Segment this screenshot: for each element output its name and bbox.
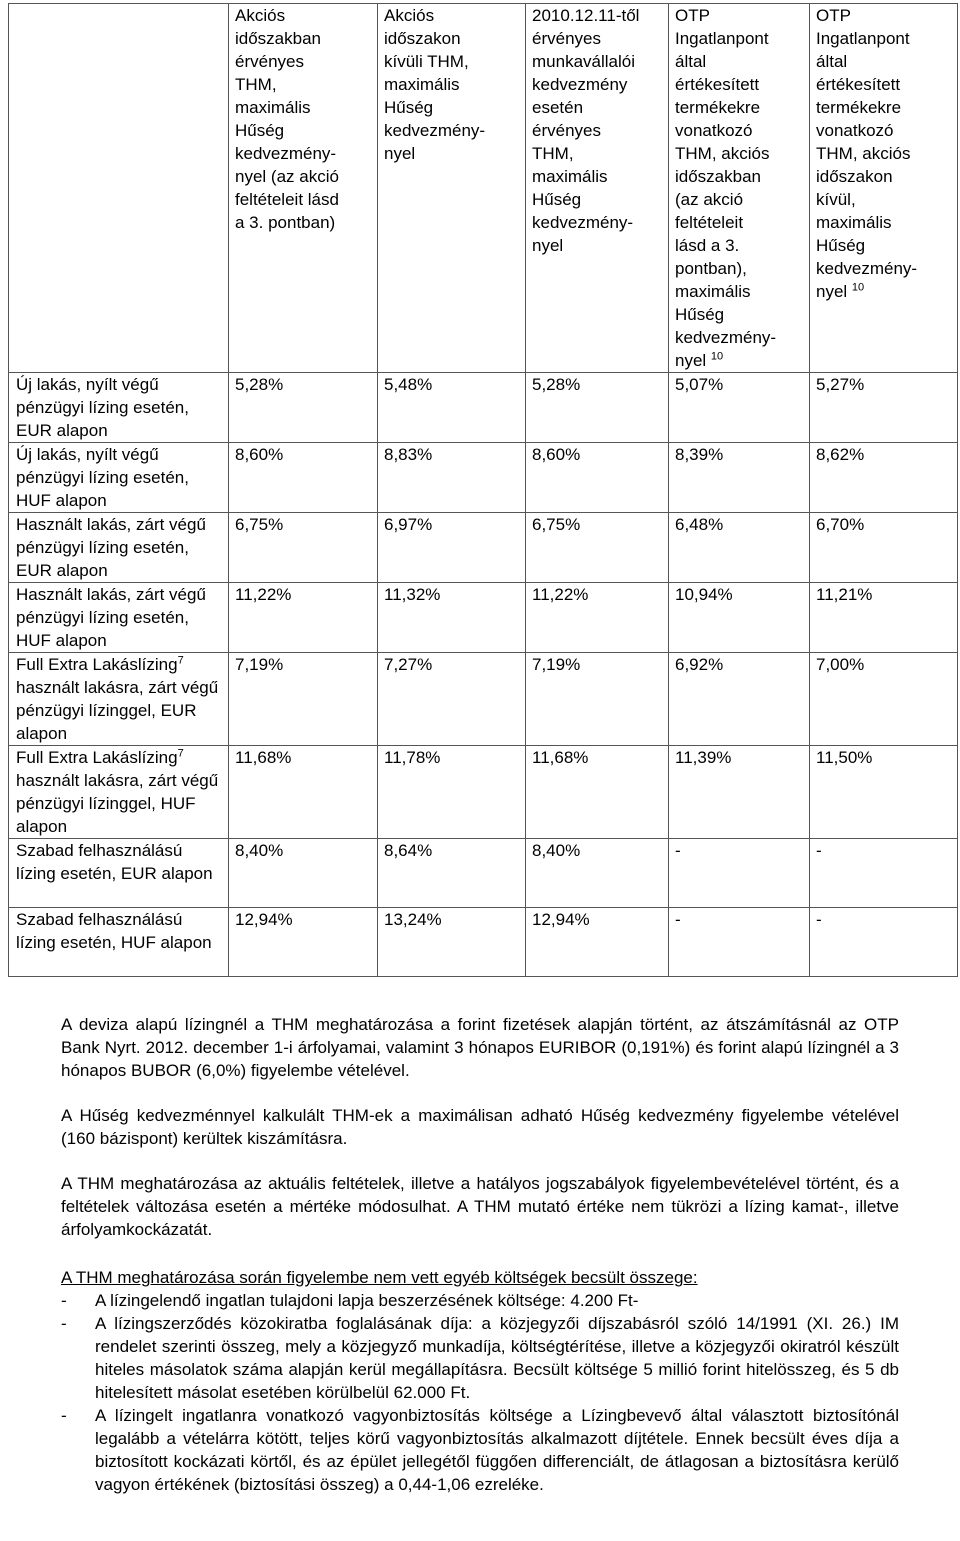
row-label: Használt lakás, zárt végű pénzügyi lízing esetén, EUR alapon <box>9 513 229 583</box>
value-cell: 8,60% <box>229 443 378 513</box>
header-cell <box>229 4 378 373</box>
list-item <box>61 1404 899 1496</box>
row-label <box>9 653 229 746</box>
table-row <box>9 746 958 839</box>
costs-section <box>61 1266 899 1496</box>
value-cell: 11,21% <box>810 583 958 653</box>
row-label <box>9 746 229 839</box>
note-paragraph <box>61 1013 899 1082</box>
row-label: Szabad felhasználású lízing esetén, HUF alapon <box>9 908 229 977</box>
table-row <box>9 513 958 583</box>
header-text: Akciós időszakon kívüli THM, maximális Hűség kedvezmény- nyel <box>384 6 486 163</box>
list-dash: - <box>61 1314 67 1333</box>
value-cell: 7,00% <box>810 653 958 746</box>
value-cell: 8,83% <box>378 443 526 513</box>
list-item <box>61 1312 899 1404</box>
row-label-text: Full Extra Lakáslízing <box>16 748 178 767</box>
list-dash: - <box>61 1406 67 1425</box>
value-cell: 5,07% <box>669 373 810 443</box>
table-row <box>9 908 958 977</box>
note-paragraph <box>61 1104 899 1150</box>
list-item <box>61 1289 899 1312</box>
header-row <box>9 4 958 373</box>
table-row <box>9 443 958 513</box>
list-item-text: A lízingszerződés közokiratba foglalásának díja: a közjegyzői díjszabásról szóló 14/1991 (XI. 26.) IM rendelet szerinti összeg, mely a közjegyző munkadíja, költségtérítése, illetve a közjegyzői okiratról készült hiteles másolatok száma alapján kerül megállapításra. Becsült költsége 5 millió forint hitelösszeg, és 5 db hitelesített másolat esetében körülbelül 62.000 Ft. <box>95 1314 899 1402</box>
header-text: OTP Ingatlanpont által értékesített termékekre vonatkozó THM, akciós időszakban (az akció feltételeit lásd a 3. pontban), maximális Hűség kedvezmény- nyel <box>675 6 777 370</box>
value-cell: 6,75% <box>526 513 669 583</box>
value-cell: - <box>669 839 810 908</box>
note-paragraph <box>61 1172 899 1241</box>
costs-heading: A THM meghatározása során figyelembe nem vett egyéb költségek becsült összege: <box>61 1268 698 1287</box>
value-cell: 6,92% <box>669 653 810 746</box>
value-cell: 8,64% <box>378 839 526 908</box>
row-label: Új lakás, nyílt végű pénzügyi lízing esetén, HUF alapon <box>9 443 229 513</box>
table-row <box>9 583 958 653</box>
list-dash: - <box>61 1291 67 1310</box>
header-text: 2010.12.11-től érvényes munkavállalói kedvezmény esetén érvényes THM, maximális Hűség kedvezmény- nyel <box>532 6 640 255</box>
value-cell: 6,48% <box>669 513 810 583</box>
list-item-text: A lízingelt ingatlanra vonatkozó vagyonbiztosítás költsége a Lízingbevevő által választott biztosítónál legalább a vételárra kötött, teljes körű vagyonbiztosítás alkalmazott díjtétele. Ennek becsült éves díja a biztosított kockázati körtől, és az épület jellegétől függően differenciált, de átlagosan a biztosításra kerülő vagyon értékének (biztosítási összeg) a 0,44-1,06 ezreléke. <box>95 1406 899 1494</box>
value-cell: 8,40% <box>229 839 378 908</box>
note-text: A THM meghatározása az aktuális feltételek, illetve a hatályos jogszabályok figyelembevételével történt, és a feltételek változása esetén a mértéke módosulhat. A THM mutató értéke nem tükrözi a lízing kamat-, illetve árfolyamkockázatát. <box>61 1174 899 1239</box>
value-cell: 6,75% <box>229 513 378 583</box>
row-label-text: Full Extra Lakáslízing <box>16 655 178 674</box>
row-label: Használt lakás, zárt végű pénzügyi lízing esetén, HUF alapon <box>9 583 229 653</box>
costs-list <box>61 1289 899 1496</box>
value-cell: - <box>669 908 810 977</box>
value-cell: 11,39% <box>669 746 810 839</box>
value-cell: 5,28% <box>526 373 669 443</box>
value-cell: 11,32% <box>378 583 526 653</box>
value-cell: 5,28% <box>229 373 378 443</box>
row-label-rest: használt lakásra, zárt végű pénzügyi lízinggel, EUR alapon <box>16 678 219 743</box>
value-cell: 7,19% <box>526 653 669 746</box>
table-row <box>9 373 958 443</box>
value-cell: 12,94% <box>526 908 669 977</box>
value-cell: 8,62% <box>810 443 958 513</box>
value-cell: 11,50% <box>810 746 958 839</box>
value-cell: 5,48% <box>378 373 526 443</box>
row-label: Új lakás, nyílt végű pénzügyi lízing esetén, EUR alapon <box>9 373 229 443</box>
table-row <box>9 839 958 908</box>
list-item-text: A lízingelendő ingatlan tulajdoni lapja beszerzésének költsége: 4.200 Ft- <box>95 1291 639 1310</box>
value-cell: 8,40% <box>526 839 669 908</box>
note-text: A deviza alapú lízingnél a THM meghatározása a forint fizetések alapján történt, az átszámításnál az OTP Bank Nyrt. 2012. december 1-i árfolyamai, valamint 3 hónapos EURIBOR (0,191%) és forint alapú lízingnél a 3 hónapos BUBOR (6,0%) figyelembe vételével. <box>61 1015 899 1080</box>
value-cell: 8,39% <box>669 443 810 513</box>
row-label-rest: használt lakásra, zárt végű pénzügyi lízinggel, HUF alapon <box>16 771 219 836</box>
note-text: A Hűség kedvezménnyel kalkulált THM-ek a maximálisan adható Hűség kedvezmény figyelembe vételével (160 bázispont) kerültek kiszámításra. <box>61 1106 899 1148</box>
value-cell: 11,22% <box>526 583 669 653</box>
footnote-ref: 7 <box>177 747 184 760</box>
footnote-ref: 10 <box>710 350 724 363</box>
value-cell: 6,70% <box>810 513 958 583</box>
row-label: Szabad felhasználású lízing esetén, EUR alapon <box>9 839 229 908</box>
footnote-ref: 7 <box>177 654 184 667</box>
header-cell <box>526 4 669 373</box>
value-cell: 8,60% <box>526 443 669 513</box>
value-cell: - <box>810 839 958 908</box>
value-cell: 10,94% <box>669 583 810 653</box>
value-cell: 6,97% <box>378 513 526 583</box>
value-cell: 13,24% <box>378 908 526 977</box>
value-cell: 7,27% <box>378 653 526 746</box>
value-cell: 7,19% <box>229 653 378 746</box>
header-text: OTP Ingatlanpont által értékesített termékekre vonatkozó THM, akciós időszakon kívül, maximális Hűség kedvezmény- nyel <box>816 6 918 301</box>
value-cell: 12,94% <box>229 908 378 977</box>
header-text: Akciós időszakban érvényes THM, maximális Hűség kedvezmény- nyel (az akció feltételeit lásd a 3. pontban) <box>235 6 339 232</box>
header-cell <box>378 4 526 373</box>
value-cell: - <box>810 908 958 977</box>
header-cell <box>669 4 810 373</box>
table-row <box>9 653 958 746</box>
thm-table <box>8 3 958 977</box>
footnote-ref: 10 <box>851 281 865 294</box>
value-cell: 11,78% <box>378 746 526 839</box>
value-cell: 5,27% <box>810 373 958 443</box>
header-empty-cell <box>9 4 229 373</box>
value-cell: 11,68% <box>229 746 378 839</box>
value-cell: 11,22% <box>229 583 378 653</box>
header-cell <box>810 4 958 373</box>
value-cell: 11,68% <box>526 746 669 839</box>
